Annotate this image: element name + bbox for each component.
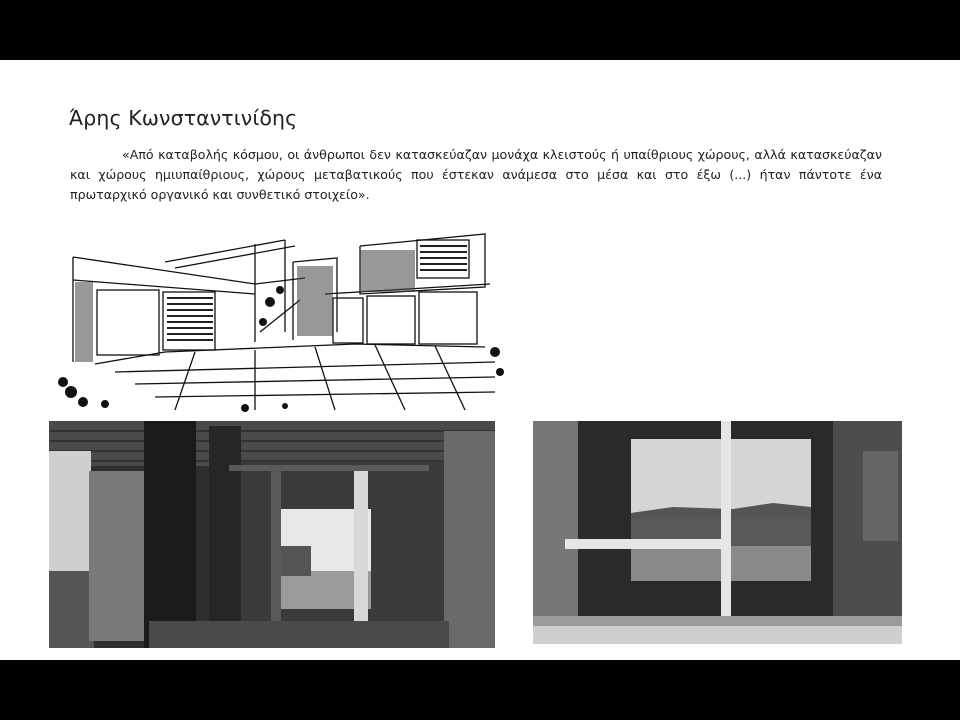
presentation-slide	[0, 60, 960, 660]
architectural-sketch-image	[55, 232, 505, 412]
slide-title: Άρης Κωνσταντινίδης	[69, 106, 298, 130]
window-frame-photo	[533, 421, 902, 644]
slide-quote: «Από καταβολής κόσμου, οι άνθρωποι δεν κατασκεύαζαν μονάχα κλειστούς ή υπαίθριους χώρους, αλλά κατασκεύαζαν και χώρους ημιυπαίθριους, χώρους μεταβατικούς που έστεκαν ανάμεσα στο μέσα και στο έξω (...) ήταν πάντοτε ένα πρωταρχικό οργανικό και συνθετικό στοιχείο».	[70, 147, 882, 202]
porch-colonnade-photo	[49, 421, 495, 648]
